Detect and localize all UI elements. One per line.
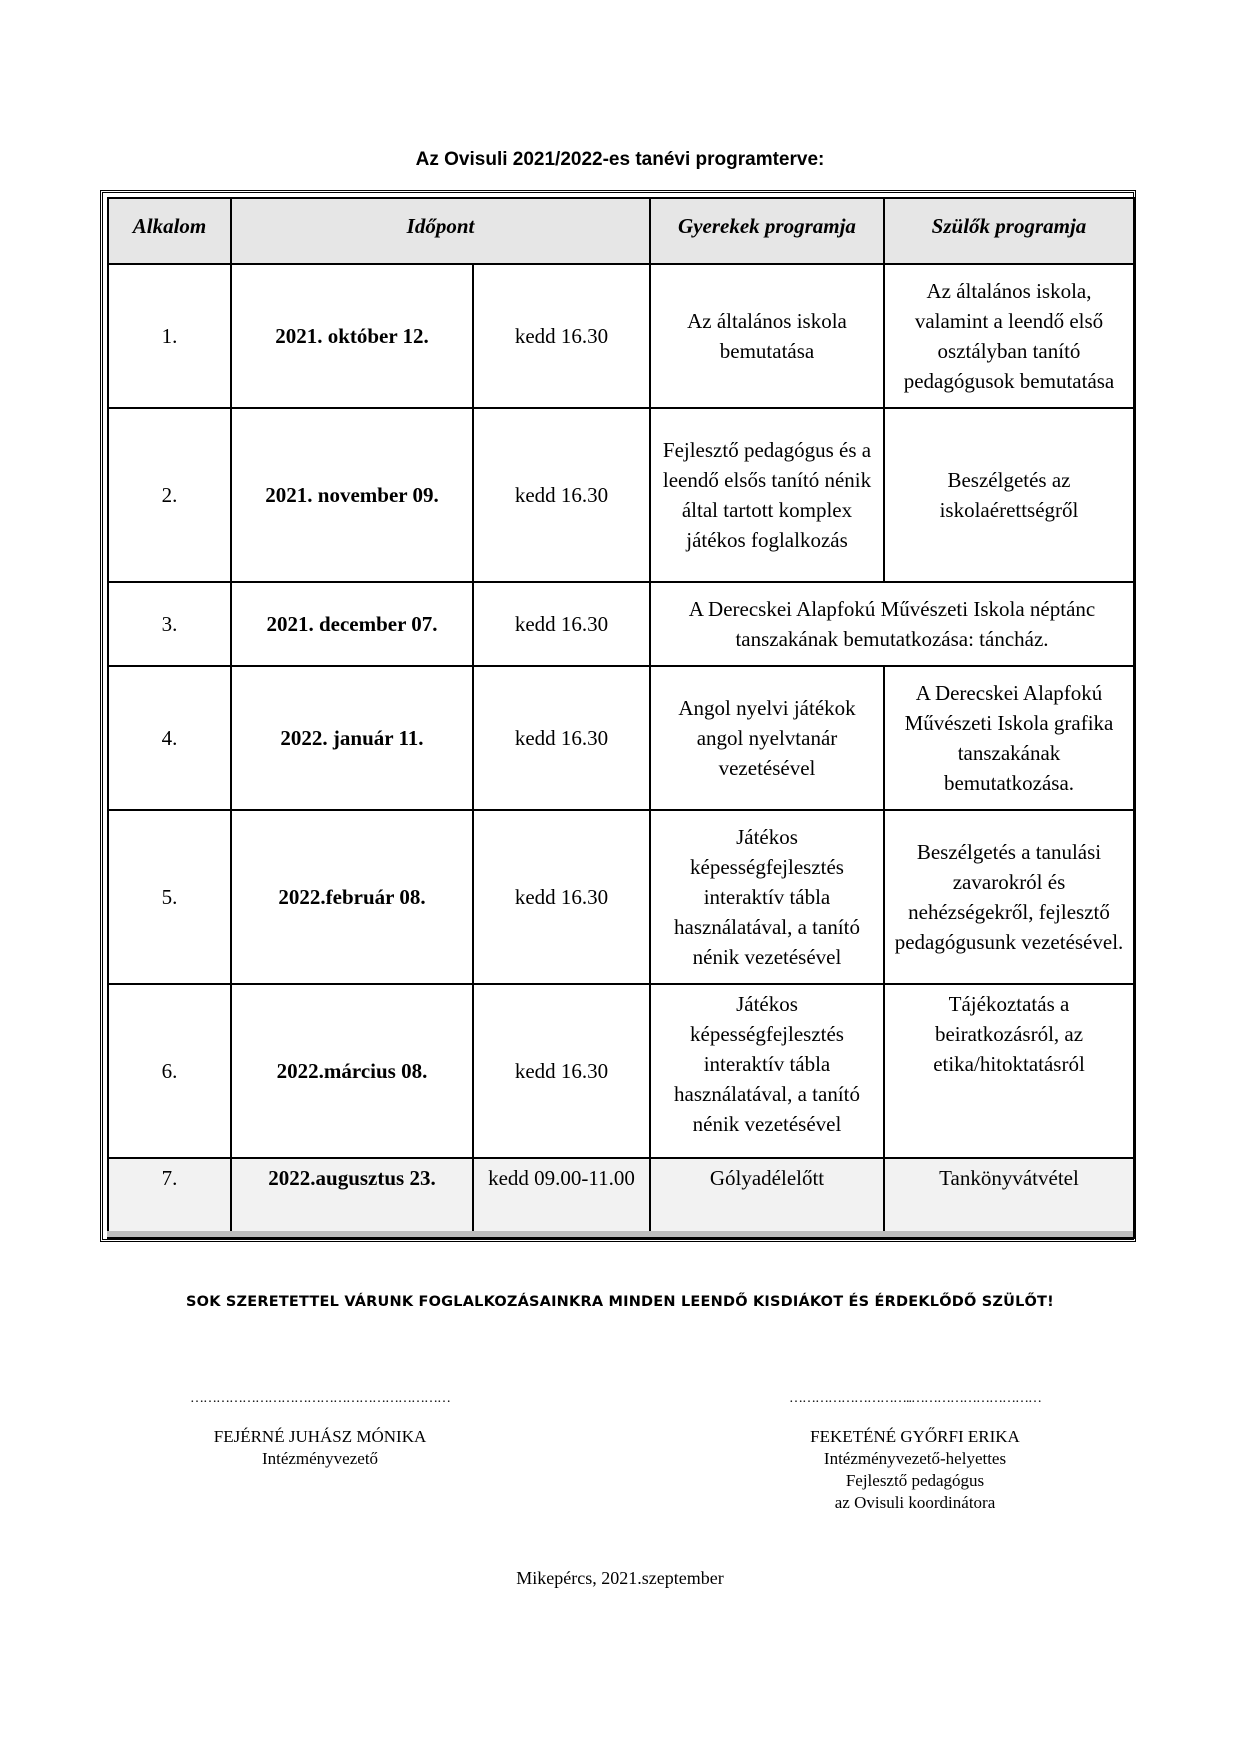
- row-time: kedd 16.30: [473, 264, 650, 408]
- signatory-role: Fejlesztő pedagógus: [845, 1471, 985, 1490]
- table-row: [108, 984, 1134, 1158]
- row-parents-program: Beszélgetés az iskolaérettségről: [884, 408, 1134, 582]
- row-number: 1.: [108, 264, 231, 408]
- row-time: kedd 16.30: [473, 582, 650, 666]
- row-parents-program: A Derecskei Alapfokú Művészeti Iskola grafika tanszakának bemutatkozása.: [884, 666, 1134, 810]
- row-number: 4.: [108, 666, 231, 810]
- row-kids-program: Fejlesztő pedagógus és a leendő elsős tanító nénik által tartott komplex játékos foglalkozás: [650, 408, 884, 582]
- row-date: 2022.február 08.: [231, 810, 473, 984]
- signature-line: ………………………..…………………………: [789, 1391, 1041, 1406]
- row-date: 2021. november 09.: [231, 408, 473, 582]
- row-combined-program: A Derecskei Alapfokú Művészeti Iskola néptánc tanszakának bemutatkozása: táncház.: [650, 582, 1134, 666]
- program-table: [107, 197, 1135, 1239]
- row-number: 7.: [108, 1158, 231, 1238]
- signatory-role: Intézményvezető: [261, 1449, 379, 1468]
- row-kids-program: Játékos képességfejlesztés interaktív tábla használatával, a tanító nénik vezetésével: [650, 810, 884, 984]
- row-time: kedd 16.30: [473, 810, 650, 984]
- row-number: 5.: [108, 810, 231, 984]
- signatory-role: az Ovisuli koordinátora: [834, 1493, 996, 1512]
- header-szulok: Szülők programja: [884, 198, 1134, 264]
- row-parents-program: Beszélgetés a tanulási zavarokról és nehézségekről, fejlesztő pedagógusunk vezetésével.: [884, 810, 1134, 984]
- row-time: kedd 16.30: [473, 984, 650, 1158]
- row-time: kedd 16.30: [473, 666, 650, 810]
- signature-left: [170, 1388, 470, 1470]
- row-date: 2022.március 08.: [231, 984, 473, 1158]
- signature-line: ……………………………………………………: [190, 1391, 450, 1406]
- row-time: kedd 09.00-11.00: [473, 1158, 650, 1238]
- header-idopont: Időpont: [231, 198, 650, 264]
- table-row: [108, 666, 1134, 810]
- row-number: 6.: [108, 984, 231, 1158]
- table-row: [108, 1158, 1134, 1238]
- row-number: 3.: [108, 582, 231, 666]
- row-date: 2022.augusztus 23.: [231, 1158, 473, 1238]
- row-date: 2022. január 11.: [231, 666, 473, 810]
- row-number: 2.: [108, 408, 231, 582]
- place-and-date: Mikepércs, 2021.szeptember: [516, 1568, 724, 1588]
- table-bottom-shading: [107, 1231, 1133, 1237]
- table-row: [108, 408, 1134, 582]
- header-gyerekek: Gyerekek programja: [650, 198, 884, 264]
- row-date: 2021. október 12.: [231, 264, 473, 408]
- row-kids-program: Játékos képességfejlesztés interaktív tábla használatával, a tanító nénik vezetésével: [650, 984, 884, 1158]
- row-time: kedd 16.30: [473, 408, 650, 582]
- row-date: 2021. december 07.: [231, 582, 473, 666]
- invitation-text: SOK SZERETETTEL VÁRUNK FOGLALKOZÁSAINKRA MINDEN LEENDŐ KISDIÁKOT ÉS ÉRDEKLŐDŐ SZÜLŐT!: [186, 1294, 1054, 1310]
- signatory-name: FEKETÉNÉ GYŐRFI ERIKA: [810, 1427, 1020, 1446]
- signature-right: [760, 1388, 1070, 1514]
- table-row: [108, 582, 1134, 666]
- row-kids-program: Gólyadélelőtt: [650, 1158, 884, 1238]
- row-parents-program: Tájékoztatás a beiratkozásról, az etika/hitoktatásról: [884, 984, 1134, 1158]
- document-title: Az Ovisuli 2021/2022-es tanévi programterve:: [415, 149, 825, 170]
- signatory-role: Intézményvezető-helyettes: [823, 1449, 1007, 1468]
- table-header-row: [108, 198, 1134, 264]
- header-alkalom: Alkalom: [108, 198, 231, 264]
- row-kids-program: Az általános iskola bemutatása: [650, 264, 884, 408]
- signatory-name: FEJÉRNÉ JUHÁSZ MÓNIKA: [213, 1427, 427, 1446]
- table-row: [108, 810, 1134, 984]
- table-row: [108, 264, 1134, 408]
- row-parents-program: Tankönyvátvétel: [884, 1158, 1134, 1238]
- row-kids-program: Angol nyelvi játékok angol nyelvtanár vezetésével: [650, 666, 884, 810]
- program-table-frame: [100, 190, 1136, 1242]
- row-parents-program: Az általános iskola, valamint a leendő első osztályban tanító pedagógusok bemutatása: [884, 264, 1134, 408]
